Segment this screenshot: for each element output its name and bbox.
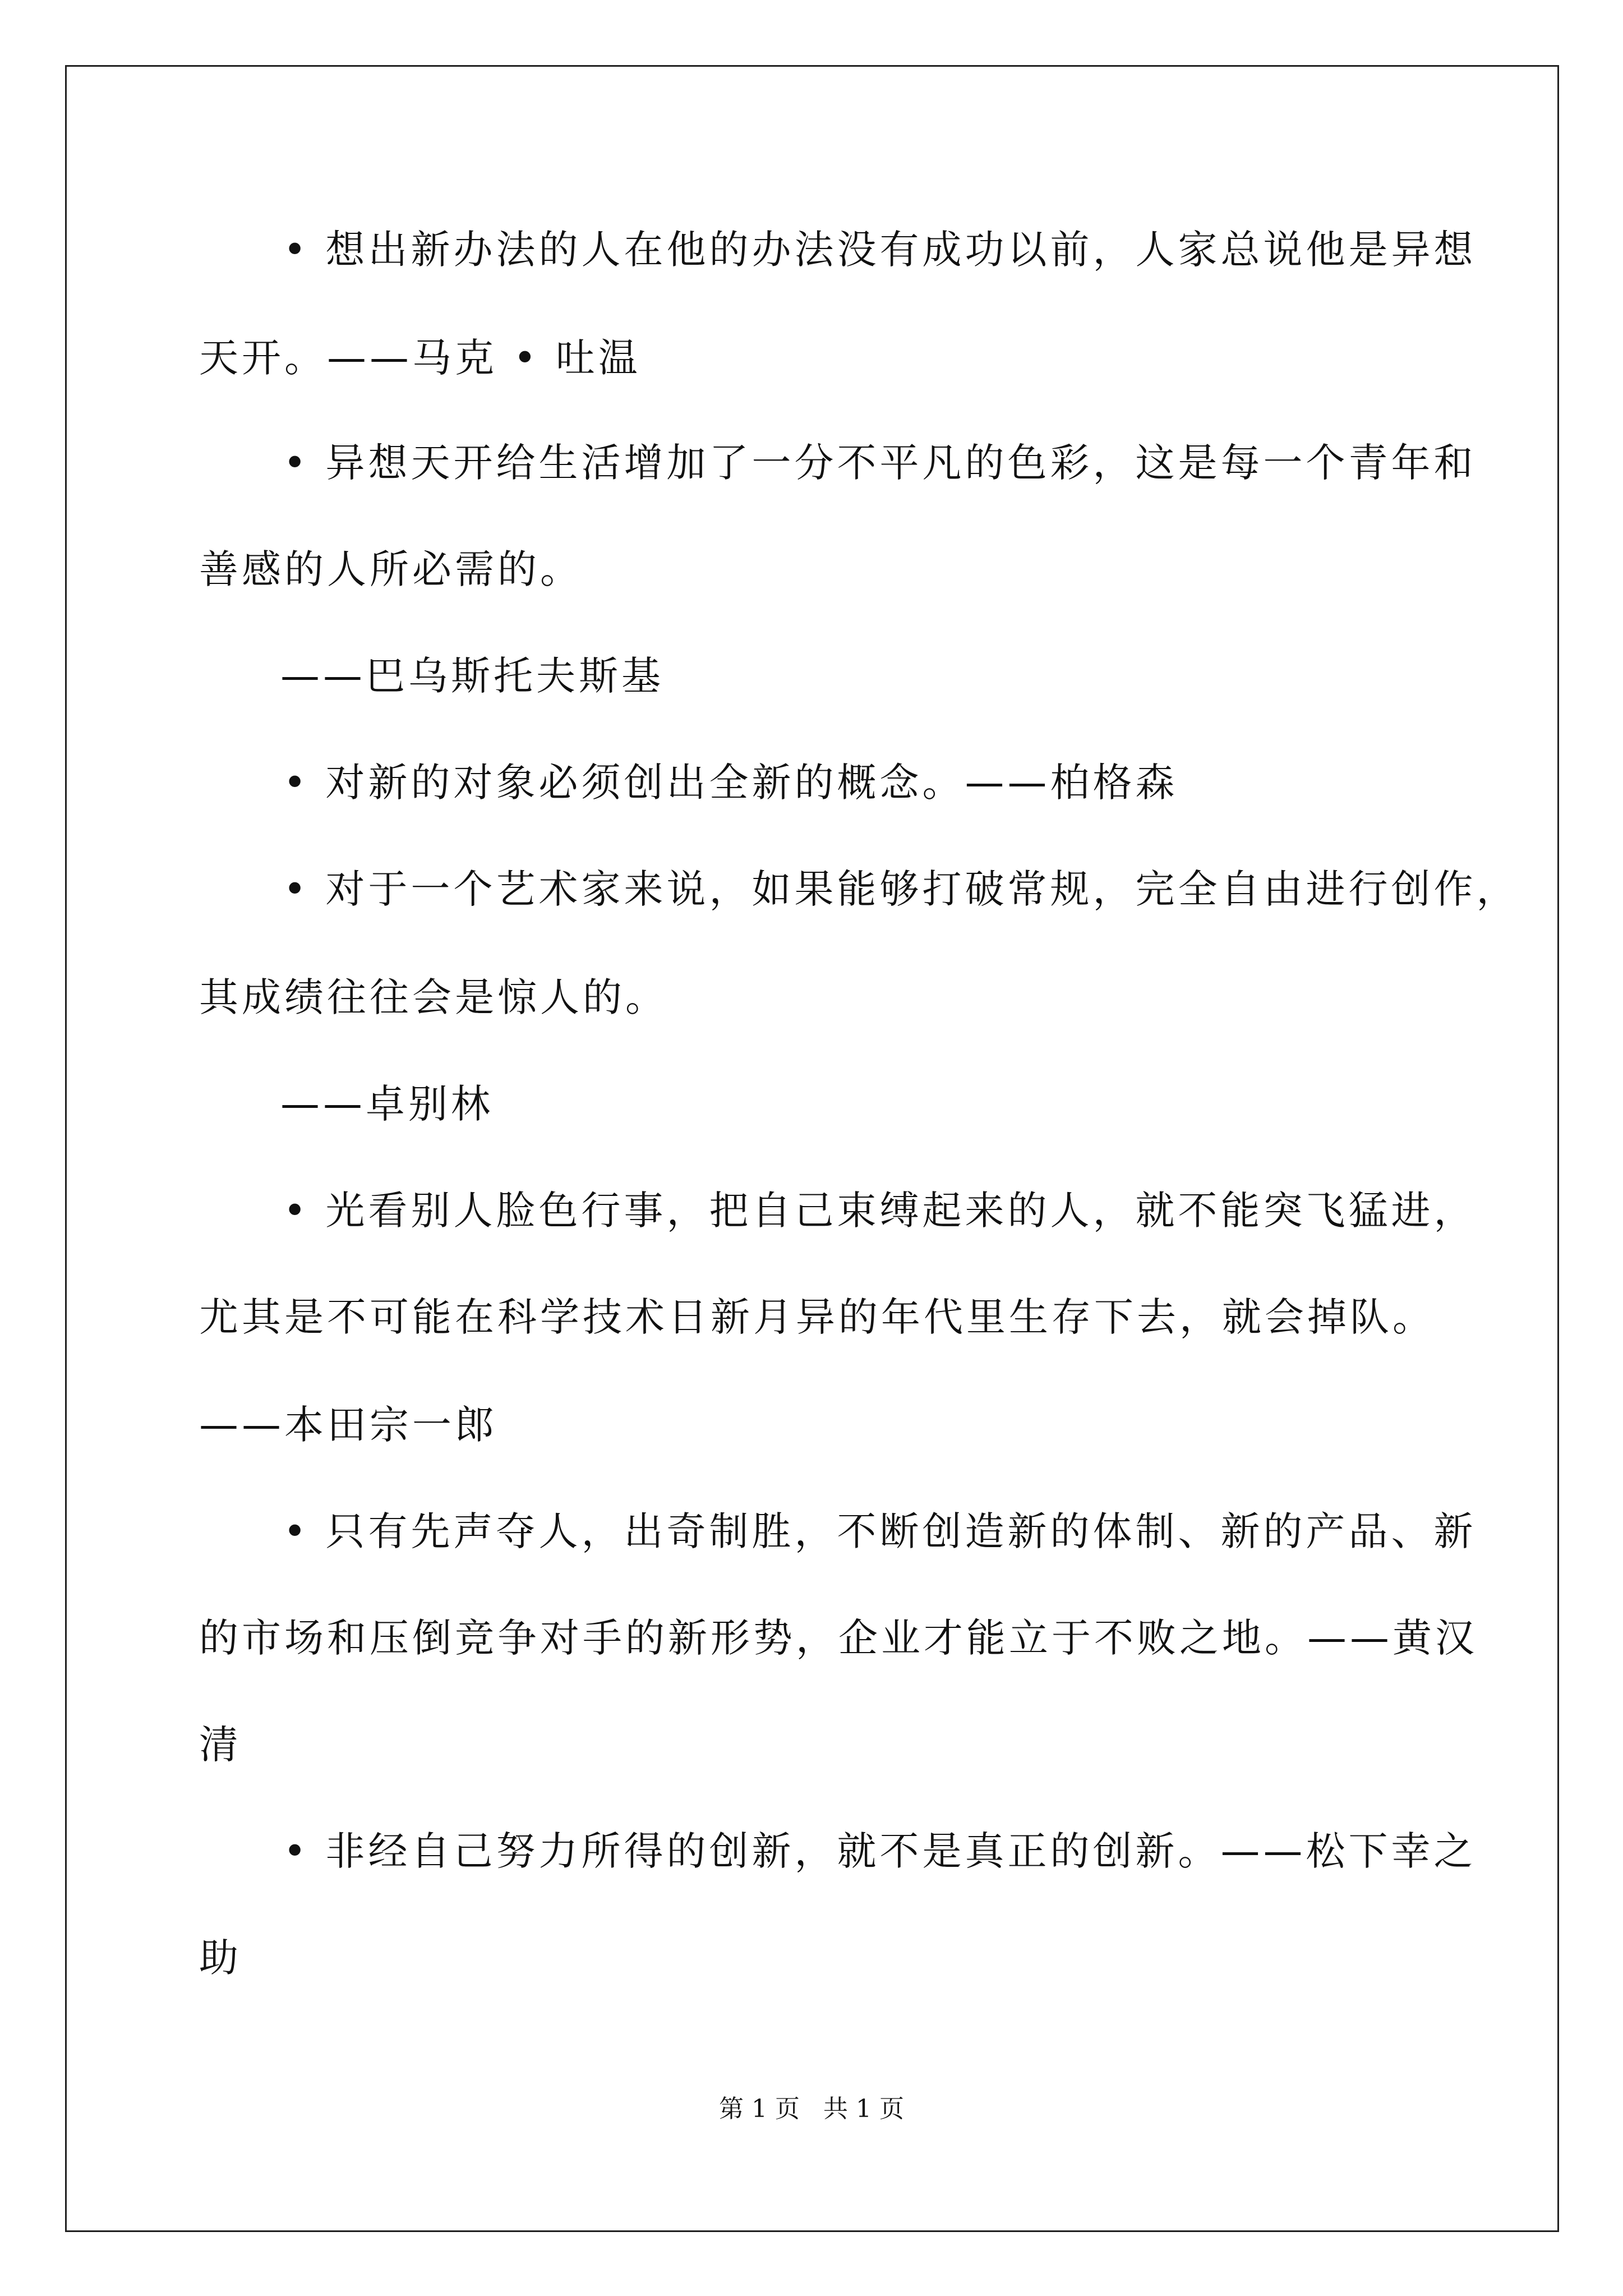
quote-7-line-2: 助 (199, 1935, 242, 1981)
page-footer (0, 2092, 1623, 2126)
page-total: 共 1 页 (823, 2095, 904, 2123)
quote-2-line-1: • 异想天开给生活增加了一分不平凡的色彩，这是每一个青年和 (283, 440, 1477, 486)
quote-4-line-2: 其成绩往往会是惊人的。 (199, 974, 668, 1020)
quote-5-attribution: ——本田宗一郎 (199, 1402, 497, 1448)
quote-1-line-1: • 想出新办法的人在他的办法没有成功以前，人家总说他是异想 (283, 227, 1477, 273)
page-number: 第 1 页 (719, 2095, 800, 2123)
quote-6-line-2: 的市场和压倒竞争对手的新形势，企业才能立于不败之地。——黄汉 (199, 1615, 1478, 1661)
page-border (65, 65, 1559, 2232)
quote-5-line-1: • 光看别人脸色行事，把自己束缚起来的人，就不能突飞猛进， (283, 1188, 1477, 1234)
quote-2-line-2: 善感的人所必需的。 (199, 546, 583, 592)
quote-4-line-1: • 对于一个艺术家来说，如果能够打破常规，完全自由进行创作， (283, 866, 1519, 912)
quote-4-attribution: ——卓别林 (280, 1081, 494, 1127)
quote-6-line-1: • 只有先声夺人，出奇制胜，不断创造新的体制、新的产品、新 (283, 1508, 1477, 1554)
quote-6-line-3: 清 (199, 1722, 242, 1768)
quote-3-line-1: • 对新的对象必须创出全新的概念。——柏格森 (283, 760, 1178, 806)
quote-5-line-2: 尤其是不可能在科学技术日新月异的年代里生存下去，就会掉队。 (199, 1294, 1435, 1340)
quote-1-line-2: 天开。——马克 • 吐温 (199, 335, 641, 381)
quote-7-line-1: • 非经自己努力所得的创新，就不是真正的创新。——松下幸之 (283, 1828, 1477, 1874)
quote-2-attribution: ——巴乌斯托夫斯基 (280, 653, 664, 699)
